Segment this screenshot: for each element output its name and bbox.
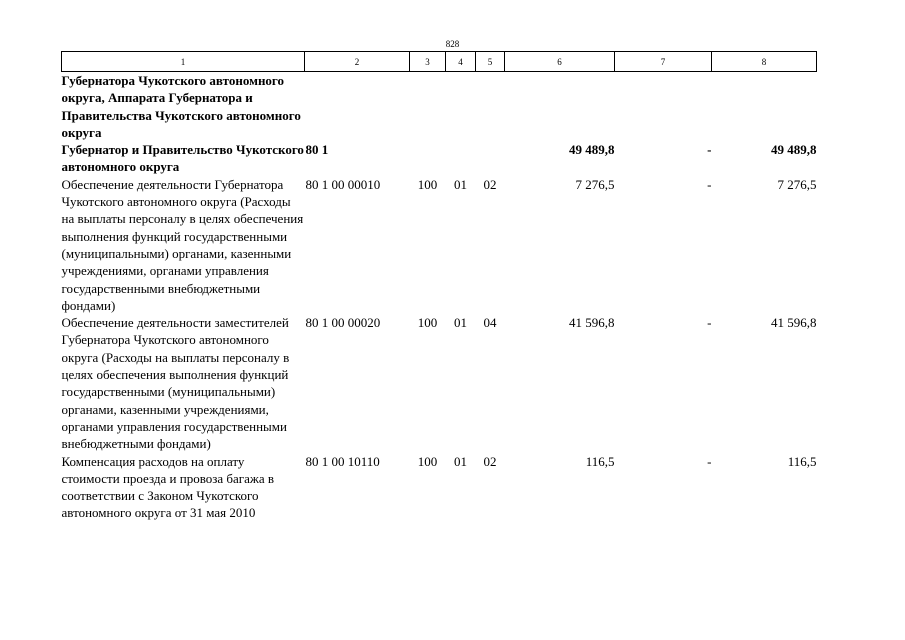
row-amount-col6 <box>505 72 615 142</box>
row-section <box>446 141 476 176</box>
row-name: Губернатора Чукотского автономного округа, Аппарата Губернатора и Правительства Чукотского автономного округа <box>61 73 301 140</box>
column-number-header-row <box>62 52 817 72</box>
column-number-5: 5 <box>476 52 505 72</box>
table-row <box>62 72 817 142</box>
table-row <box>62 141 817 176</box>
row-name: Компенсация расходов на оплату стоимости проезда и провоза багажа в соответствии с Законом Чукотского автономного округа от 31 мая 2010 <box>61 453 275 521</box>
row-amount-col6: 116,5 <box>585 453 615 469</box>
row-name: Губернатор и Правительство Чукотского автономного округа <box>61 142 304 175</box>
row-subsection <box>476 72 505 142</box>
column-number-3: 3 <box>410 52 446 72</box>
row-amount-col7: - <box>707 453 712 469</box>
row-name: Обеспечение деятельности заместителей Губернатора Чукотского автономного округа (Расходы на выплаты персоналу в целях обеспечения выполнения функций государственными (муниципальными) органами, казенными учреждениями, органами управления государственными внебюджетными фондами) <box>61 315 290 452</box>
budget-table <box>61 51 817 522</box>
column-number-2: 2 <box>305 52 410 72</box>
row-amount-col8: 49 489,8 <box>771 142 817 158</box>
row-section: 01 <box>454 453 467 469</box>
row-amount-col7: - <box>707 142 712 158</box>
row-target-article: 80 1 00 10110 <box>305 453 380 469</box>
column-number-1: 1 <box>62 52 305 72</box>
table-row <box>62 176 817 314</box>
row-amount-col7: - <box>707 315 712 331</box>
row-subsection <box>476 141 505 176</box>
row-amount-col8 <box>712 72 817 142</box>
row-amount-col8: 7 276,5 <box>777 176 817 192</box>
table-row <box>62 453 817 522</box>
column-number-8: 8 <box>712 52 817 72</box>
row-expense-type: 100 <box>417 315 438 331</box>
row-target-article: 80 1 00 00010 <box>305 176 381 192</box>
column-number-6: 6 <box>505 52 615 72</box>
page-number: 828 <box>445 39 460 49</box>
row-amount-col8: 116,5 <box>787 453 817 469</box>
row-expense-type <box>410 72 446 142</box>
row-amount-col7 <box>615 72 712 142</box>
row-subsection: 04 <box>483 315 497 331</box>
row-target-article: 80 1 00 00020 <box>305 315 381 331</box>
row-amount-col6: 49 489,8 <box>569 142 615 158</box>
table-row <box>62 314 817 452</box>
row-section <box>446 72 476 142</box>
row-target-article <box>305 72 410 142</box>
row-expense-type: 100 <box>417 176 438 192</box>
row-target-article: 80 1 <box>305 142 329 158</box>
row-amount-col6: 41 596,8 <box>569 315 615 331</box>
row-amount-col6: 7 276,5 <box>575 176 615 192</box>
column-number-4: 4 <box>446 52 476 72</box>
row-amount-col8: 41 596,8 <box>771 315 817 331</box>
column-number-7: 7 <box>615 52 712 72</box>
row-expense-type: 100 <box>417 453 438 469</box>
row-expense-type <box>410 141 446 176</box>
row-subsection: 02 <box>483 176 497 192</box>
row-name: Обеспечение деятельности Губернатора Чукотского автономного округа (Расходы на выплаты персоналу в целях обеспечения выполнения функций государственными (муниципальными) органами, казенными учреждениями, органами управления государственными внебюджетными фондами) <box>61 176 304 313</box>
row-section: 01 <box>454 176 467 192</box>
row-section: 01 <box>454 315 467 331</box>
row-amount-col7: - <box>707 176 712 192</box>
row-subsection: 02 <box>483 453 497 469</box>
